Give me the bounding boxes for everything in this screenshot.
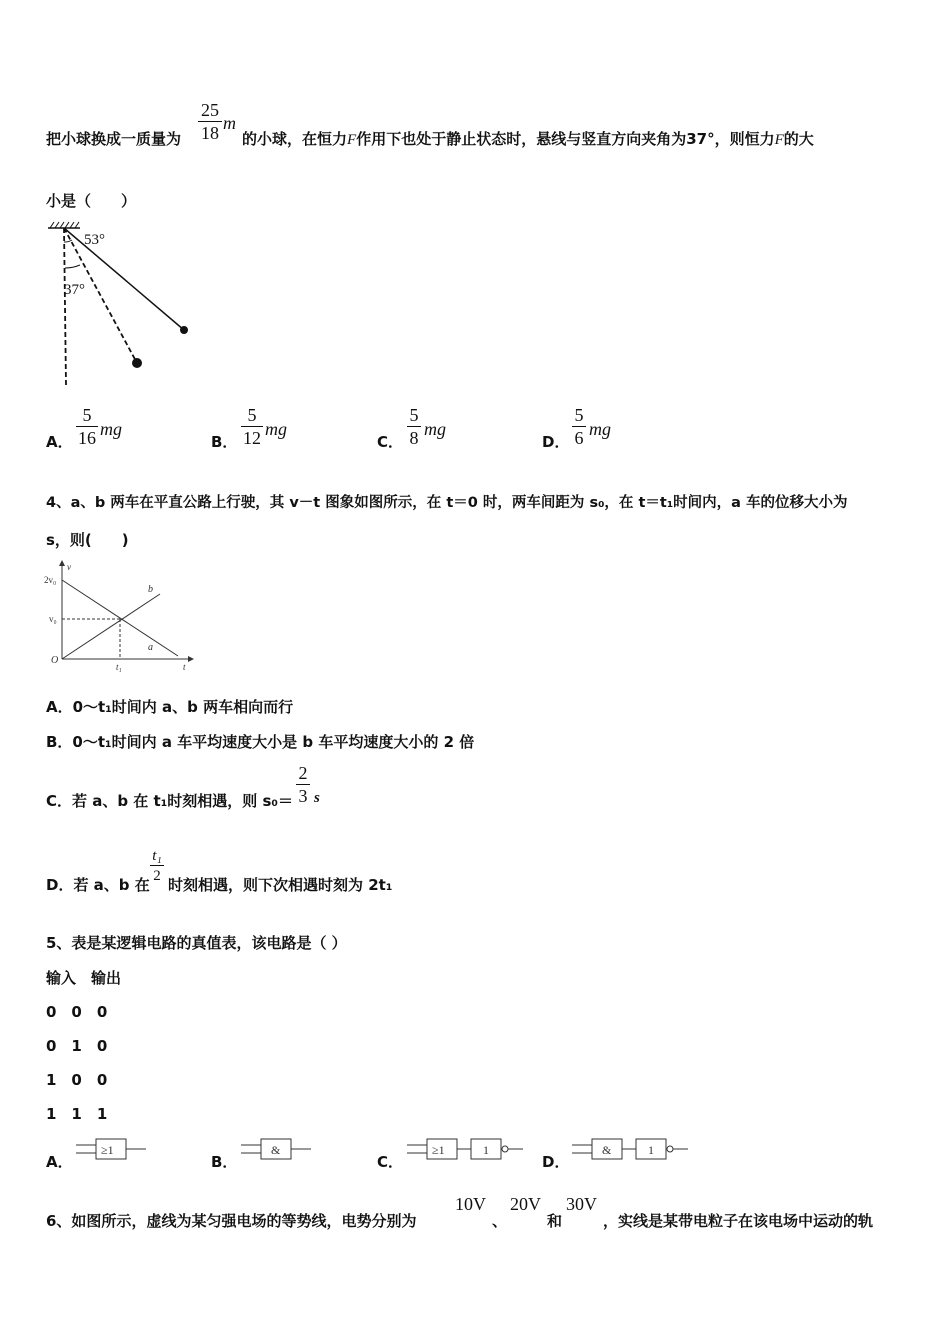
q5-option-a-label: A． (46, 1153, 73, 1171)
q5-option-c-gate (407, 1136, 525, 1162)
y-tick-2v0: 2v₀ (44, 575, 57, 585)
ceiling-hatch (48, 222, 80, 228)
q3-mass-fraction (198, 100, 222, 143)
line-a-label: a (148, 642, 153, 653)
and-gate-symbol: & (602, 1143, 612, 1157)
or-gate-symbol: ≥1 (101, 1143, 114, 1157)
q3-mass-unit: m (223, 113, 236, 133)
q4-option-b: B．0～t₁时间内 a 车平均速度大小是 b 车平均速度大小的 2 倍 (46, 733, 475, 751)
q4-option-a: A．0～t₁时间内 a、b 两车相向而行 (46, 698, 294, 716)
ball-large (132, 358, 142, 368)
solid-string (64, 228, 184, 330)
q3-mass-numerator: 25 (201, 100, 219, 120)
q5-stem: 5、表是某逻辑电路的真值表，该电路是（ ） (46, 934, 347, 952)
q5-option-b-gate (241, 1136, 313, 1162)
q5-option-c-label: C． (377, 1153, 404, 1171)
x-axis-label: t (183, 662, 186, 672)
q3-pendulum-figure (44, 220, 204, 390)
y-tick-v0: v₀ (49, 614, 57, 624)
q3-option-b-unit: mg (265, 419, 287, 439)
q6-text-b: ，实线是某带电粒子在该电场中运动的轨 (603, 1212, 874, 1230)
q4-stem-line1: 4、a、b 两车在平直公路上行驶，其 v－t 图象如图所示，在 t＝0 时，两车间距为 s₀，在 t＝t₁时间内，a 车的位移大小为 (46, 495, 848, 511)
q4-vt-graph (40, 560, 200, 675)
ball-small (180, 326, 188, 334)
q3-mass-denominator: 18 (201, 123, 219, 143)
q5-option-d-gate (572, 1136, 690, 1162)
q5-table-row: 0 1 0 (46, 1037, 108, 1055)
q5-option-b-label: B． (211, 1153, 238, 1171)
q6-separator-2: 和 (547, 1212, 563, 1230)
q4-stem-line2: s，则( ) (46, 531, 129, 549)
q3-line1-part-a: 把小球换成一质量为 (46, 130, 182, 148)
q4-option-d-text-a: D．若 a、b 在 (46, 876, 150, 894)
q6-potential-30v: 30V (566, 1194, 597, 1214)
line-b (62, 594, 160, 659)
angle-53-label: 53° (84, 232, 105, 248)
q3-option-d-unit: mg (589, 419, 611, 439)
q3-option-b-fraction: 5 12 (243, 405, 261, 448)
q3-option-a-label: A． (46, 433, 73, 451)
q5-table-row: 1 1 1 (46, 1105, 108, 1123)
or-gate-symbol: ≥1 (432, 1143, 445, 1157)
vertical-dashed-line (64, 228, 66, 385)
q3-line1-part-b: 的小球，在恒力F作用下也处于静止状态时，悬线与竖直方向夹角为37°，则恒力F的大 (242, 130, 814, 148)
q4-option-c-fraction: 2 3 (296, 763, 310, 806)
x-tick-t1: t₁ (116, 662, 122, 672)
not-gate-symbol: 1 (648, 1143, 654, 1157)
q3-option-c-fraction: 5 8 (407, 405, 421, 448)
line-b-label: b (148, 584, 153, 595)
q3-option-b-label: B． (211, 433, 238, 451)
q5-option-a-gate (76, 1136, 148, 1162)
q6-potential-20v: 20V (510, 1194, 541, 1214)
q6-separator-1: 、 (492, 1212, 508, 1230)
q3-option-a-fraction: 5 16 (78, 405, 96, 448)
q5-table-row: 0 0 0 (46, 1003, 108, 1021)
y-axis-label: v (67, 562, 71, 572)
q4-option-d-text-b: 时刻相遇，则下次相遇时刻为 2t₁ (168, 876, 393, 894)
and-gate-symbol: & (271, 1143, 281, 1157)
not-gate-symbol: 1 (483, 1143, 489, 1157)
q6-text-a: 6、如图所示，虚线为某匀强电场的等势线，电势分别为 (46, 1212, 417, 1230)
angle-37-label: 37° (64, 282, 85, 298)
q4-option-d-fraction: t₁ 2 (150, 848, 164, 885)
q4-option-c-text: C．若 a、b 在 t₁时刻相遇，则 s₀＝ (46, 792, 293, 810)
q5-table-row: 1 0 0 (46, 1071, 108, 1089)
q6-potential-10v: 10V (455, 1194, 486, 1214)
q5-option-d-label: D． (542, 1153, 570, 1171)
origin-label: O (51, 655, 59, 666)
q3-option-c-unit: mg (424, 419, 446, 439)
q3-option-a-unit: mg (100, 419, 122, 439)
q4-option-c-s: s (314, 790, 320, 806)
q5-table-header: 输入 输出 (46, 969, 122, 987)
q3-line2: 小是（ ） (46, 192, 137, 210)
q3-option-c-label: C． (377, 433, 404, 451)
q3-option-d-label: D． (542, 433, 570, 451)
q3-option-d-fraction: 5 6 (572, 405, 586, 448)
